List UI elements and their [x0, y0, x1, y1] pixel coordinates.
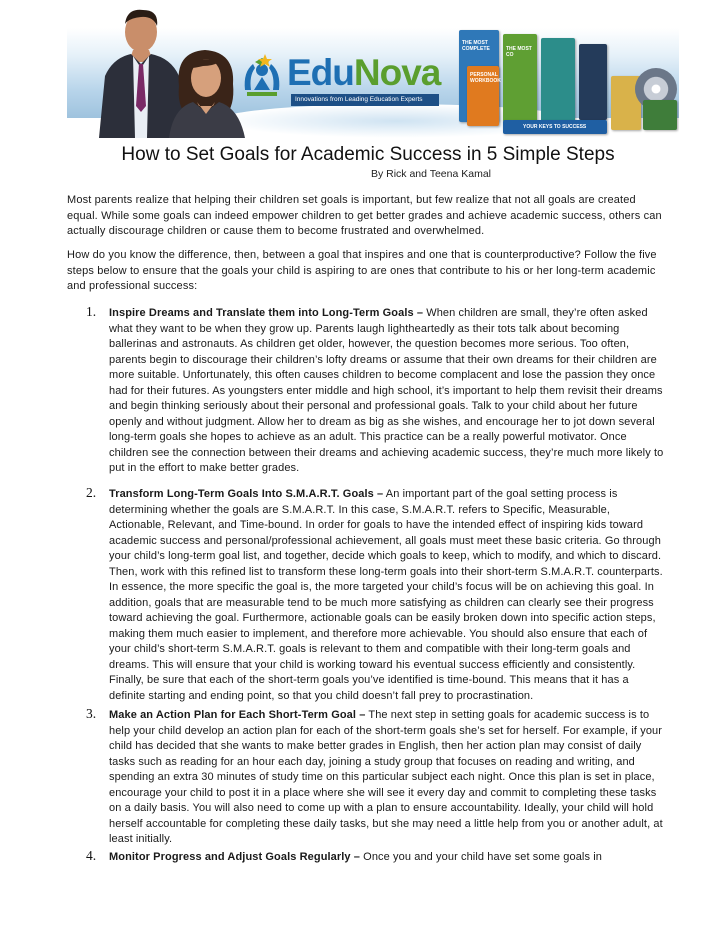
document-byline: By Rick and Teena Kamal — [370, 168, 492, 180]
step-body — [109, 487, 665, 704]
step-number: 1. — [86, 304, 97, 319]
logo-tagline: Innovations from Leading Education Experts — [291, 94, 439, 106]
product-label: THE MOST CO — [506, 46, 532, 58]
step-text: An important part of the goal setting process is determining whether the goals are S.M.A.R.T. In this case, S.M.A.R.T. refers to Specific, Measurable, Actionable, Relevant, and Time-bound. In order for goals to have the intended effect of inspiring kids toward academic success and personal/professional achievement, all goals must meet these basic criteria. Go through your child’s long-term goal list, and together, decide which goals to keep, which to modify, and which to discard. Then, work with this refined list to transform these long-term goals into their short-term S.M.A.R.T. counterparts. In essence, the more specific the goal is, the more targeted your child’s focus will be on achieving this goal. In addition, goals that are measurable tend to be much more satisfying as children can clearly see their progress toward achieving the goal. Furthermore, actionable goals can be easily broken down into specific action steps, making them much easier to implement, and therefore more achievable. You should also ensure that each of your child’s short-term S.M.A.R.T. goals is relevant to them and compatible with their long-term goals and dreams. This will ensure that your child is working toward his eventual success efficiently and consistently. Finally, be sure that each of the short-term goals you’ve identified is time-bound. This means that it has a definite starting and ending point, so that you child doesn’t fall prey to procrastination. — [109, 488, 663, 702]
product-book-teal — [541, 38, 575, 122]
step-heading: Transform Long-Term Goals Into S.M.A.R.T. Goals – — [109, 488, 384, 500]
graduate-icon — [239, 50, 285, 102]
intro-paragraph-1: Most parents realize that helping their children set goals is important, but few realize that not all goals are created equal. While some goals can indeed empower children to get better grades and achieve academic success, others can actually discourage children or cause them to become frustrated and overwhelmed. — [67, 194, 662, 237]
step-number: 4. — [86, 848, 97, 863]
product-case-green — [643, 100, 677, 130]
product-workbook-orange — [467, 66, 499, 126]
logo-wordmark — [287, 52, 440, 94]
step-body — [109, 850, 665, 866]
product-label: PERSONAL WORKBOOK — [470, 72, 501, 84]
step-heading: Make an Action Plan for Each Short-Term Goal – — [109, 709, 366, 721]
product-book-green — [503, 34, 537, 122]
step-text: Once you and your child have set some goals in — [360, 851, 602, 863]
step-number: 2. — [86, 485, 97, 500]
step-heading: Inspire Dreams and Translate them into Long-Term Goals – — [109, 307, 424, 319]
step-body — [109, 708, 665, 848]
step-body — [109, 306, 665, 477]
product-label: YOUR KEYS TO SUCCESS — [523, 124, 587, 130]
step-text: The next step in setting goals for academic success is to help your child develop an action plan for each of the short-term goals she’s set for herself. For example, if your child has decided that she wants to make better grades in English, then her action plan may consist of daily tasks such as reading for an hour each day, joining a study group that focuses on reading and writing, and spending an extra 30 minutes of study time on this particular subject each night. Once this plan is set in place, encourage your child to post it in a place where she will see it every day and commit to completing these tasks on a daily basis. You will also need to come up with a plan to ensure accountability. Ideally, your child will hold herself accountable for completing these daily tasks, but she may need a little help from you or another adult, at least initially. — [109, 709, 663, 845]
logo-edu: Edu — [287, 52, 354, 93]
step-heading: Monitor Progress and Adjust Goals Regularly – — [109, 851, 361, 863]
header-banner — [67, 6, 679, 138]
step-number: 3. — [86, 706, 97, 721]
product-collage — [459, 24, 679, 138]
step-text: When children are small, they’re often asked what they want to be when they grow up. Parents laugh lightheartedly as their tots talk about becoming ballerinas and astronauts. As children get older, however, the question becomes more serious. Too often, parents begin to discourage their children’s lofty dreams or assume that their own dreams for their children are more suitable. Unfortunately, this often causes children to become complacent and lose the passion they once had for their futures. As youngsters enter middle and high school, it’s important to help them revisit their dreams and begin thinking seriously about their personal and professional goals. Talk to your child about her future openly and without judgment. Allow her to dream as big as she wishes, and encourage her to jot down several long-term goals she hopes to achieve as an adult. This practice can be a really powerful motivator. Once children see the connection between their dreams and achieving academic success, they’re much more likely to put in the effort to make better grades. — [109, 307, 664, 474]
logo-nova: Nova — [353, 52, 441, 93]
product-label: THE MOST COMPLETE — [462, 40, 490, 52]
product-book-dark — [579, 44, 607, 120]
product-card-blue — [503, 120, 607, 134]
intro-paragraph-2: How do you know the difference, then, between a goal that inspires and one that is counterproductive? Follow the five steps below to ensure that the goals your child is aspiring to are ones that contribute to his or her long-term academic and professional success: — [67, 249, 657, 292]
edunova-logo — [239, 46, 439, 110]
document-title: How to Set Goals for Academic Success in 5 Simple Steps — [121, 144, 615, 165]
